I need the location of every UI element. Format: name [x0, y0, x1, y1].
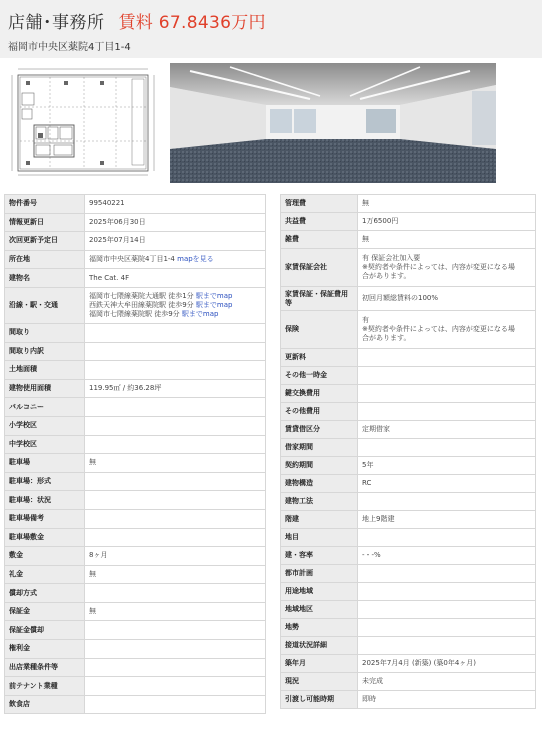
field-value: [85, 287, 266, 323]
value-text: 8ヶ月: [89, 551, 108, 560]
field-label: 前テナント業種: [5, 677, 85, 696]
table-row: [5, 342, 266, 361]
table-row: [5, 640, 266, 659]
table-row: [5, 435, 266, 454]
table-row: [5, 509, 266, 528]
value-text: 有: [362, 316, 369, 324]
table-row: [281, 529, 536, 547]
field-label: 間取り: [5, 323, 85, 342]
field-label: 更新料: [281, 349, 358, 367]
header: [0, 0, 542, 58]
field-label: 現況: [281, 673, 358, 691]
table-row: [5, 528, 266, 547]
value-text: 定期借家: [362, 425, 390, 433]
field-value: [85, 491, 266, 510]
field-label: 駐車場: [5, 454, 85, 473]
field-label: 階建: [281, 511, 358, 529]
field-value: [358, 511, 536, 529]
station-map-link[interactable]: 駅までmap: [195, 300, 233, 309]
value-text: 2025年7月4月 (新築) (築0年4ヶ月): [362, 659, 477, 667]
field-label: 保証金償却: [5, 621, 85, 640]
value-text: The Cat. 4F: [89, 273, 130, 282]
table-row: [281, 213, 536, 231]
field-label: 借家期間: [281, 439, 358, 457]
table-row: [5, 584, 266, 603]
field-label: 小学校区: [5, 416, 85, 435]
value-text: 1万6500円: [362, 217, 399, 225]
field-value: [85, 361, 266, 380]
field-value: [85, 398, 266, 417]
field-label: 契約期間: [281, 457, 358, 475]
field-label: 敷金: [5, 547, 85, 566]
field-value: [358, 637, 536, 655]
table-row: [5, 621, 266, 640]
value-line: [362, 254, 531, 263]
table-row: [5, 323, 266, 342]
floor-plan-image[interactable]: [4, 63, 160, 181]
field-value: [358, 403, 536, 421]
field-value: [358, 367, 536, 385]
field-label: 物件番号: [5, 195, 85, 214]
value-text: RC: [362, 479, 372, 487]
field-value: [358, 691, 536, 709]
field-label: 償却方式: [5, 584, 85, 603]
field-value: [358, 231, 536, 249]
value-text: 119.95㎡ / 約36.28坪: [89, 384, 162, 393]
table-row: [281, 439, 536, 457]
field-label: その他費用: [281, 403, 358, 421]
field-label: 保険: [281, 311, 358, 349]
field-label: 雑費: [281, 231, 358, 249]
field-label: 建物名: [5, 269, 85, 288]
value-line: [362, 316, 531, 325]
field-value: [358, 421, 536, 439]
field-label: 次回更新予定日: [5, 232, 85, 251]
value-text: 合があります。: [362, 334, 411, 342]
table-row: [5, 472, 266, 491]
field-label: 管理費: [281, 195, 358, 213]
field-value: [85, 435, 266, 454]
field-value: [85, 509, 266, 528]
table-row: [281, 403, 536, 421]
field-value: [358, 287, 536, 311]
field-label: 地域地区: [281, 601, 358, 619]
field-label: 権利金: [5, 640, 85, 659]
field-value: [85, 472, 266, 491]
value-line: [89, 310, 261, 319]
value-text: 無: [362, 199, 369, 207]
value-text: 2025年07月14日: [89, 236, 146, 245]
table-row: [5, 379, 266, 398]
field-value: [358, 619, 536, 637]
property-type: 店舗･事務所: [8, 13, 105, 33]
table-row: [281, 195, 536, 213]
field-value: [85, 602, 266, 621]
field-value: [85, 621, 266, 640]
field-label: 駐車場備考: [5, 509, 85, 528]
field-value: [85, 250, 266, 269]
table-row: [5, 232, 266, 251]
value-text: 99540221: [89, 199, 125, 208]
value-text: ※契約者や条件によっては、内容が変更になる場: [362, 263, 515, 271]
station-map-link[interactable]: 駅までmap: [195, 291, 233, 300]
table-row: [281, 673, 536, 691]
field-value: [358, 601, 536, 619]
field-label: 鍵交換費用: [281, 385, 358, 403]
table-row: [281, 311, 536, 349]
field-value: [85, 584, 266, 603]
table-row: [281, 385, 536, 403]
station-map-link[interactable]: 駅までmap: [181, 309, 219, 318]
table-row: [281, 475, 536, 493]
field-value: [358, 475, 536, 493]
field-label: 引渡し可能時期: [281, 691, 358, 709]
value-line: [362, 272, 531, 281]
field-value: [358, 195, 536, 213]
table-row: [281, 511, 536, 529]
table-row: [281, 583, 536, 601]
field-value: [358, 249, 536, 287]
value-text: 地上9階建: [362, 515, 395, 523]
field-label: 建物工法: [281, 493, 358, 511]
field-label: バルコニー: [5, 398, 85, 417]
field-label: 土地面積: [5, 361, 85, 380]
value-text: 福岡市七隈線薬院駅 徒歩9分: [89, 309, 182, 318]
table-row: [5, 491, 266, 510]
value-text: 有 保証会社加入要: [362, 254, 421, 262]
field-value: [358, 673, 536, 691]
table-row: [281, 655, 536, 673]
table-row: [5, 658, 266, 677]
value-text: 未完成: [362, 677, 383, 685]
field-label: 中学校区: [5, 435, 85, 454]
table-row: [5, 416, 266, 435]
table-row: [5, 547, 266, 566]
value-text: -・-%: [362, 551, 381, 559]
table-row: [5, 287, 266, 323]
table-row: [5, 195, 266, 214]
field-label: 家賃保証・保証費用等: [281, 287, 358, 311]
field-label: 沿線・駅・交通: [5, 287, 85, 323]
value-text: 西鉄天神大牟田線薬院駅 徒歩9分: [89, 300, 196, 309]
field-value: [85, 640, 266, 659]
table-row: [281, 547, 536, 565]
field-label: その他一時金: [281, 367, 358, 385]
table-row: [281, 565, 536, 583]
table-row: [281, 619, 536, 637]
table-row: [5, 269, 266, 288]
value-text: 無: [89, 569, 96, 578]
field-value: [85, 269, 266, 288]
table-row: [281, 601, 536, 619]
table-row: [5, 213, 266, 232]
field-value: [358, 583, 536, 601]
value-text: 合があります。: [362, 272, 411, 280]
field-value: [358, 213, 536, 231]
table-row: [5, 250, 266, 269]
value-line: [362, 334, 531, 343]
map-link[interactable]: mapを見る: [177, 255, 214, 264]
field-label: 建物構造: [281, 475, 358, 493]
field-value: [85, 213, 266, 232]
field-label: 賃貸借区分: [281, 421, 358, 439]
field-label: 出店業種条件等: [5, 658, 85, 677]
value-text: 2025年06月30日: [89, 217, 146, 226]
field-label: 駐車場：状況: [5, 491, 85, 510]
property-details-table-left: [4, 194, 266, 714]
table-row: [281, 287, 536, 311]
field-label: 飲食店: [5, 695, 85, 714]
value-text: 無: [89, 458, 96, 467]
field-label: 共益費: [281, 213, 358, 231]
table-row: [5, 398, 266, 417]
value-text: 福岡市中央区薬院4丁目1-4: [89, 255, 178, 264]
value-text: ※契約者や条件によっては、内容が変更になる場: [362, 325, 515, 333]
rent-price: 賃料 67.8436万円: [118, 13, 266, 33]
value-text: 初回月額総賃料の100%: [362, 294, 439, 302]
value-line: [362, 263, 531, 272]
property-address: 福岡市中央区薬院4丁目1-4: [8, 42, 131, 53]
field-value: [85, 342, 266, 361]
field-value: [358, 311, 536, 349]
table-row: [281, 457, 536, 475]
field-label: 建・容率: [281, 547, 358, 565]
field-value: [85, 528, 266, 547]
field-label: 築年月: [281, 655, 358, 673]
table-row: [281, 367, 536, 385]
field-label: 地勢: [281, 619, 358, 637]
table-row: [281, 249, 536, 287]
field-value: [358, 655, 536, 673]
value-text: 福岡市七隈線薬院大通駅 徒歩1分: [89, 291, 196, 300]
table-row: [281, 421, 536, 439]
value-line: [89, 292, 261, 301]
title-row: [8, 8, 266, 33]
field-value: [85, 195, 266, 214]
value-line: [89, 301, 261, 310]
table-row: [281, 691, 536, 709]
table-row: [281, 349, 536, 367]
table-row: [281, 493, 536, 511]
field-value: [85, 547, 266, 566]
field-value: [85, 565, 266, 584]
field-value: [85, 379, 266, 398]
table-row: [281, 231, 536, 249]
field-value: [85, 416, 266, 435]
field-label: 所在地: [5, 250, 85, 269]
field-value: [358, 457, 536, 475]
value-text: 5年: [362, 461, 374, 469]
field-value: [85, 323, 266, 342]
field-label: 建物使用面積: [5, 379, 85, 398]
field-label: 用途地域: [281, 583, 358, 601]
field-value: [85, 677, 266, 696]
field-value: [358, 439, 536, 457]
table-row: [5, 602, 266, 621]
value-text: 無: [362, 235, 369, 243]
field-value: [358, 547, 536, 565]
field-value: [358, 493, 536, 511]
value-line: [362, 325, 531, 334]
field-value: [358, 565, 536, 583]
field-label: 都市計画: [281, 565, 358, 583]
field-label: 情報更新日: [5, 213, 85, 232]
field-label: 駐車場敷金: [5, 528, 85, 547]
field-value: [85, 695, 266, 714]
field-label: 駐車場：形式: [5, 472, 85, 491]
property-details-table-right: [280, 194, 536, 709]
table-row: [5, 677, 266, 696]
field-label: 保証金: [5, 602, 85, 621]
field-label: 礼金: [5, 565, 85, 584]
table-row: [5, 565, 266, 584]
field-value: [358, 385, 536, 403]
field-value: [85, 454, 266, 473]
field-value: [358, 529, 536, 547]
table-row: [5, 361, 266, 380]
table-row: [5, 454, 266, 473]
field-value: [85, 232, 266, 251]
field-label: 間取り内訳: [5, 342, 85, 361]
table-row: [5, 695, 266, 714]
field-label: 地目: [281, 529, 358, 547]
field-label: 接道状況詳細: [281, 637, 358, 655]
value-text: 無: [89, 607, 96, 616]
table-row: [281, 637, 536, 655]
field-label: 家賃保証会社: [281, 249, 358, 287]
field-value: [358, 349, 536, 367]
value-text: 即時: [362, 695, 376, 703]
interior-photo[interactable]: [170, 63, 496, 183]
field-value: [85, 658, 266, 677]
